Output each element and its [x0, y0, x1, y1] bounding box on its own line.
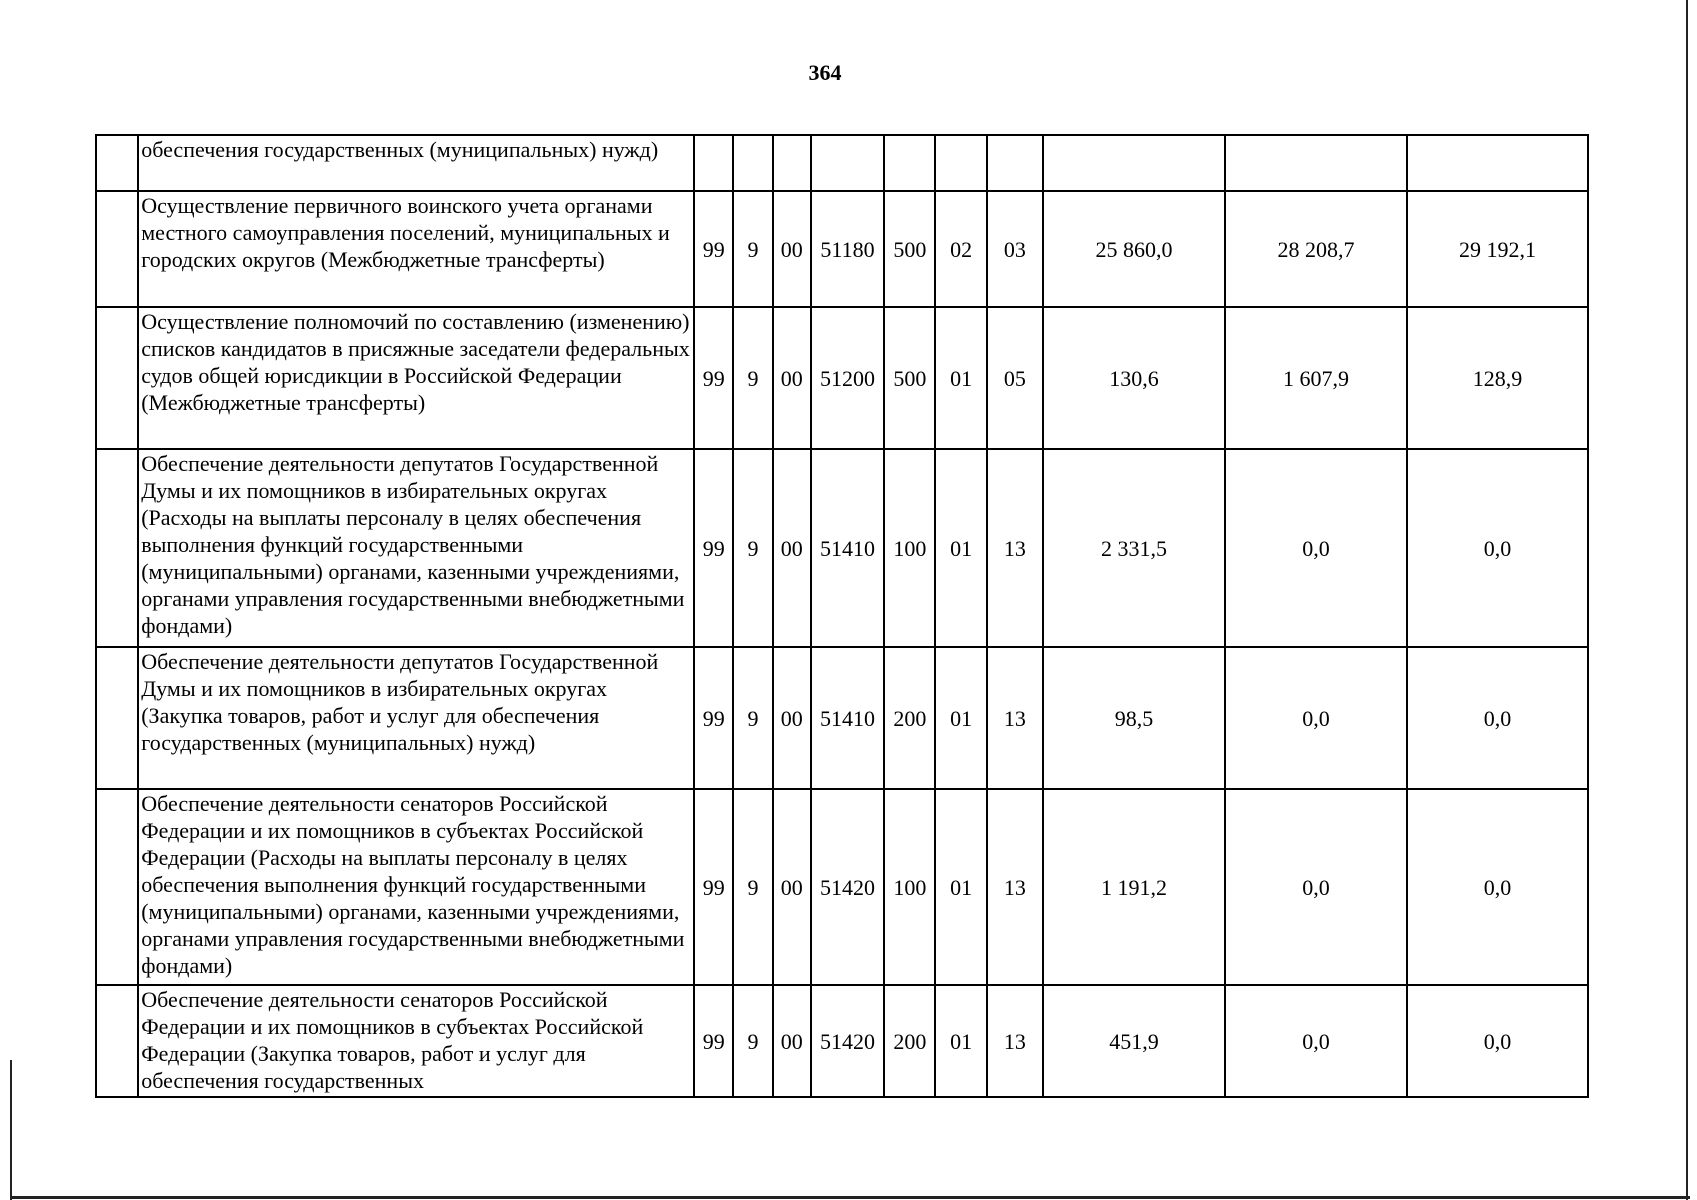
- table-row: [96, 985, 1588, 1097]
- code-cell: 99: [694, 307, 733, 449]
- code-cell: 01: [935, 985, 986, 1097]
- table-row: [96, 449, 1588, 647]
- code-cell: 9: [733, 647, 772, 789]
- budget-table: [95, 134, 1589, 1098]
- table-row: [96, 191, 1588, 307]
- row-description: Осуществление первичного воинского учета органами местного самоуправления поселений, муниципальных и городских округов (Межбюджетные трансферты): [138, 191, 694, 307]
- code-cell: [733, 135, 772, 191]
- row-description: Обеспечение деятельности сенаторов Российской Федерации и их помощников в субъектах Российской Федерации (Расходы на выплаты персоналу в целях обеспечения выполнения функций государственными (муниципальными) органами, казенными учреждениями, органами управления государственными внебюджетными фондами): [138, 789, 694, 985]
- value-cell: 29 192,1: [1407, 191, 1588, 307]
- value-cell: 0,0: [1225, 985, 1407, 1097]
- value-cell: 0,0: [1225, 789, 1407, 985]
- value-cell: 1 607,9: [1225, 307, 1407, 449]
- code-cell: 99: [694, 985, 733, 1097]
- row-lead-cell: [96, 449, 138, 647]
- value-cell: 2 331,5: [1043, 449, 1225, 647]
- row-lead-cell: [96, 135, 138, 191]
- value-cell: 0,0: [1407, 789, 1588, 985]
- row-description: Осуществление полномочий по составлению (изменению) списков кандидатов в присяжные заседатели федеральных судов общей юрисдикции в Российской Федерации (Межбюджетные трансферты): [138, 307, 694, 449]
- code-cell: 9: [733, 191, 772, 307]
- code-cell: 9: [733, 449, 772, 647]
- value-cell: [1225, 135, 1407, 191]
- code-cell: 01: [935, 307, 986, 449]
- code-cell: 100: [884, 449, 935, 647]
- code-cell: 9: [733, 985, 772, 1097]
- value-cell: 0,0: [1407, 647, 1588, 789]
- code-cell: 500: [884, 307, 935, 449]
- code-cell: [987, 135, 1043, 191]
- code-cell: 05: [987, 307, 1043, 449]
- code-cell: 00: [773, 789, 811, 985]
- code-cell: [935, 135, 986, 191]
- value-cell: 130,6: [1043, 307, 1225, 449]
- value-cell: 451,9: [1043, 985, 1225, 1097]
- code-cell: 200: [884, 985, 935, 1097]
- code-cell: 99: [694, 449, 733, 647]
- scan-edge-right: [1686, 0, 1688, 1200]
- value-cell: [1043, 135, 1225, 191]
- table-row: [96, 647, 1588, 789]
- code-cell: 00: [773, 191, 811, 307]
- value-cell: 28 208,7: [1225, 191, 1407, 307]
- code-cell: [884, 135, 935, 191]
- value-cell: 0,0: [1407, 985, 1588, 1097]
- code-cell: 51200: [811, 307, 884, 449]
- code-cell: 13: [987, 789, 1043, 985]
- code-cell: [694, 135, 733, 191]
- row-lead-cell: [96, 307, 138, 449]
- code-cell: 02: [935, 191, 986, 307]
- value-cell: 0,0: [1407, 449, 1588, 647]
- page-number: 364: [808, 60, 842, 85]
- scan-edge-bottom: [10, 1196, 1690, 1199]
- code-cell: [773, 135, 811, 191]
- value-cell: 0,0: [1225, 449, 1407, 647]
- code-cell: 51180: [811, 191, 884, 307]
- code-cell: 01: [935, 647, 986, 789]
- code-cell: 13: [987, 449, 1043, 647]
- table-row: [96, 789, 1588, 985]
- row-description: обеспечения государственных (муниципальных) нужд): [138, 135, 694, 191]
- value-cell: 98,5: [1043, 647, 1225, 789]
- code-cell: 01: [935, 449, 986, 647]
- value-cell: 1 191,2: [1043, 789, 1225, 985]
- row-lead-cell: [96, 985, 138, 1097]
- code-cell: 13: [987, 647, 1043, 789]
- table-row: [96, 135, 1588, 191]
- value-cell: 128,9: [1407, 307, 1588, 449]
- code-cell: 9: [733, 789, 772, 985]
- code-cell: 00: [773, 307, 811, 449]
- row-lead-cell: [96, 647, 138, 789]
- code-cell: 9: [733, 307, 772, 449]
- row-description: Обеспечение деятельности депутатов Государственной Думы и их помощников в избирательных округах (Закупка товаров, работ и услуг для обеспечения государственных (муниципальных) нужд): [138, 647, 694, 789]
- row-lead-cell: [96, 191, 138, 307]
- code-cell: 51410: [811, 647, 884, 789]
- code-cell: [811, 135, 884, 191]
- code-cell: 01: [935, 789, 986, 985]
- code-cell: 00: [773, 985, 811, 1097]
- code-cell: 500: [884, 191, 935, 307]
- value-cell: [1407, 135, 1588, 191]
- code-cell: 99: [694, 647, 733, 789]
- code-cell: 03: [987, 191, 1043, 307]
- table-row: [96, 307, 1588, 449]
- code-cell: 13: [987, 985, 1043, 1097]
- row-description: Обеспечение деятельности депутатов Государственной Думы и их помощников в избирательных округах (Расходы на выплаты персоналу в целях обеспечения выполнения функций государственными (муниципальными) органами, казенными учреждениями, органами управления государственными внебюджетными фондами): [138, 449, 694, 647]
- value-cell: 25 860,0: [1043, 191, 1225, 307]
- code-cell: 00: [773, 647, 811, 789]
- code-cell: 51410: [811, 449, 884, 647]
- code-cell: 99: [694, 191, 733, 307]
- code-cell: 51420: [811, 789, 884, 985]
- value-cell: 0,0: [1225, 647, 1407, 789]
- code-cell: 100: [884, 789, 935, 985]
- code-cell: 99: [694, 789, 733, 985]
- code-cell: 200: [884, 647, 935, 789]
- code-cell: 51420: [811, 985, 884, 1097]
- row-description: Обеспечение деятельности сенаторов Российской Федерации и их помощников в субъектах Российской Федерации (Закупка товаров, работ и услуг для обеспечения государственных: [138, 985, 694, 1097]
- code-cell: 00: [773, 449, 811, 647]
- row-lead-cell: [96, 789, 138, 985]
- scan-edge-left: [10, 1060, 12, 1200]
